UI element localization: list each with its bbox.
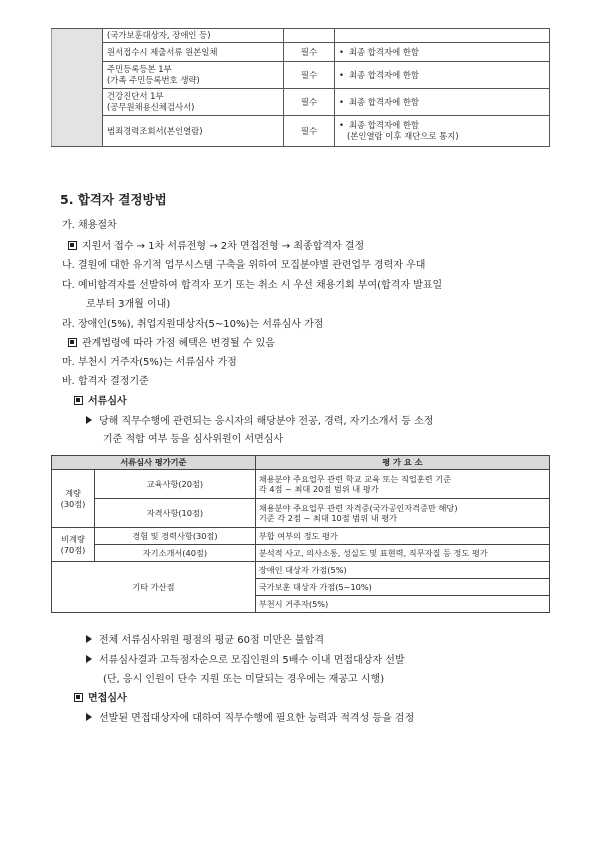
desc-text: 당해 직무수행에 관련되는 응시자의 해당분야 전공, 경력, 자기소개서 등 소정: [99, 416, 434, 427]
element-cell: 부합 여부의 정도 평가: [255, 528, 549, 545]
doc-cell: [103, 89, 284, 116]
note-text: • 최종 합격자에 한함: [339, 97, 419, 107]
element-text: 채용분야 주요업무 관련 자격증(국가공인자격증만 해당): [258, 502, 458, 513]
doc-name: 범죄경력조회서(본인열람): [107, 125, 203, 136]
table-header-row: [52, 456, 550, 470]
interview-heading: [74, 692, 127, 706]
doc-review-heading: [74, 395, 127, 409]
element-text: 채용분야 주요업무 관련 학교 교육 또는 직업훈련 기준: [258, 473, 452, 484]
table-row: [52, 545, 550, 562]
checkbox-square-icon: [68, 338, 77, 347]
note-text: 관계법령에 따라 가점 혜택은 변경될 수 있음: [82, 338, 275, 349]
doc-cell: [103, 43, 284, 62]
triangle-bullet-icon: [86, 655, 92, 663]
rule-text: 전체 서류심사위원 평점의 평균 60점 미만은 불합격: [99, 635, 324, 646]
after-table-line1: [86, 634, 324, 648]
criteria-cell: 기타 가산점: [52, 562, 256, 613]
group-points: (30점): [60, 498, 86, 509]
section-title: 5. 합격자 결정방법: [60, 192, 167, 207]
note-text-sub: (본인열람 이후 재단으로 통지): [347, 131, 459, 141]
doc-name-sub: (공무원채용신체검사서): [107, 102, 195, 112]
criteria-cell: 교육사항(20점): [95, 470, 256, 499]
element-cell: 분석적 사고, 의사소통, 성실도 및 표현력, 직무자질 등 정도 평가: [255, 545, 549, 562]
doc-review-desc-line1: [86, 415, 433, 429]
table-row: [52, 528, 550, 545]
triangle-bullet-icon: [86, 635, 92, 643]
item-ga-detail: [68, 240, 364, 254]
header-elements: 평 가 요 소: [255, 456, 549, 470]
doc-cell: [103, 116, 284, 147]
item-da-line1: 다. 예비합격자를 선발하여 합격자 포기 또는 취소 시 우선 채용기회 부여(합격자 발표일: [62, 280, 443, 291]
table-row: [52, 116, 550, 147]
element-text: 각 4점 ~ 최대 20점 범위 내 평가: [258, 484, 379, 494]
table-row: [52, 62, 550, 89]
note-text: • 최종 합격자에 한함: [339, 120, 419, 130]
doc-cell: (국가보훈대상자, 장애인 등): [103, 29, 284, 43]
table-row: [52, 89, 550, 116]
item-na: 나. 결원에 대한 유기적 업무시스템 구축을 위하여 모집분야별 관련업무 경력자 우대: [62, 260, 426, 271]
checkbox-square-icon: [74, 396, 83, 405]
item-da-line2: 로부터 3개월 이내): [86, 299, 171, 310]
group-label: 비계량: [61, 534, 85, 544]
req-cell: 필수: [284, 62, 335, 89]
criteria-cell: 자격사항(10점): [95, 499, 256, 528]
doc-name: 건강진단서 1부: [107, 91, 164, 101]
table-row: [52, 29, 550, 43]
note-text: • 최종 합격자에 한함: [339, 70, 419, 80]
item-ra-detail: [68, 337, 275, 351]
item-ga: 가. 채용절차: [62, 220, 117, 231]
group-points: (70점): [60, 544, 86, 555]
criteria-cell: 자기소개서(40점): [95, 545, 256, 562]
note-text: • 최종 합격자에 한함: [339, 47, 419, 57]
doc-name-sub: (가족 주민등록번호 생략): [107, 75, 200, 85]
checkbox-square-icon: [74, 693, 83, 702]
table-row: [52, 43, 550, 62]
criteria-cell: 경험 및 경력사항(30점): [95, 528, 256, 545]
element-cell: 부천시 거주자(5%): [255, 596, 549, 613]
req-cell: 필수: [284, 116, 335, 147]
doc-name: 원서접수시 제출서류 원본일체: [107, 46, 218, 57]
element-cell: [255, 499, 549, 528]
rule-text: 서류심사결과 고득점자순으로 모집인원의 5배수 이내 면접대상자 선발: [99, 655, 405, 666]
item-ma: 마. 부천시 거주자(5%)는 서류심사 가점: [62, 357, 237, 368]
note-cell: [335, 89, 550, 116]
element-cell: 국가보훈 대상자 가점(5~10%): [255, 579, 549, 596]
category-cell: [52, 29, 103, 147]
table-row: [52, 470, 550, 499]
checkbox-square-icon: [68, 241, 77, 250]
triangle-bullet-icon: [86, 416, 92, 424]
group-nonquant: [52, 528, 95, 562]
table-row: [52, 562, 550, 579]
note-cell: [335, 29, 550, 43]
item-ra: 라. 장애인(5%), 취업지원대상자(5~10%)는 서류심사 가점: [62, 319, 324, 330]
triangle-bullet-icon: [86, 713, 92, 721]
header-criteria: 서류심사 평가기준: [52, 456, 256, 470]
required-documents-table: [51, 28, 550, 147]
note-cell: [335, 62, 550, 89]
doc-name: 주민등록등본 1부: [107, 64, 172, 74]
item-ba: 바. 합격자 결정기준: [62, 376, 149, 387]
note-cell: [335, 43, 550, 62]
doc-review-desc-line2: 기준 적합 여부 등을 심사위원이 서면심사: [103, 434, 284, 445]
req-cell: 필수: [284, 43, 335, 62]
evaluation-criteria-table: [51, 455, 550, 613]
doc-cell: [103, 62, 284, 89]
group-quant: [52, 470, 95, 528]
interview-label: 면접심사: [88, 693, 127, 704]
after-table-line2: [86, 654, 405, 668]
req-cell: 필수: [284, 89, 335, 116]
note-cell: [335, 116, 550, 147]
process-text: 지원서 접수 → 1차 서류전형 → 2차 면접전형 → 최종합격자 결정: [82, 241, 365, 252]
req-cell: [284, 29, 335, 43]
desc-text: 선발된 면접대상자에 대하여 직무수행에 필요한 능력과 적격성 등을 검정: [99, 713, 415, 724]
doc-review-label: 서류심사: [88, 396, 127, 407]
element-text: 기준 각 2점 ~ 최대 10점 범위 내 평가: [258, 513, 398, 523]
group-label: 계량: [65, 488, 81, 498]
interview-desc: [86, 712, 414, 726]
element-cell: [255, 470, 549, 499]
table-row: [52, 499, 550, 528]
element-cell: 장애인 대상자 가점(5%): [255, 562, 549, 579]
after-table-line2b: (단, 응시 인원이 단수 지원 또는 미달되는 경우에는 재공고 시행): [103, 674, 385, 685]
